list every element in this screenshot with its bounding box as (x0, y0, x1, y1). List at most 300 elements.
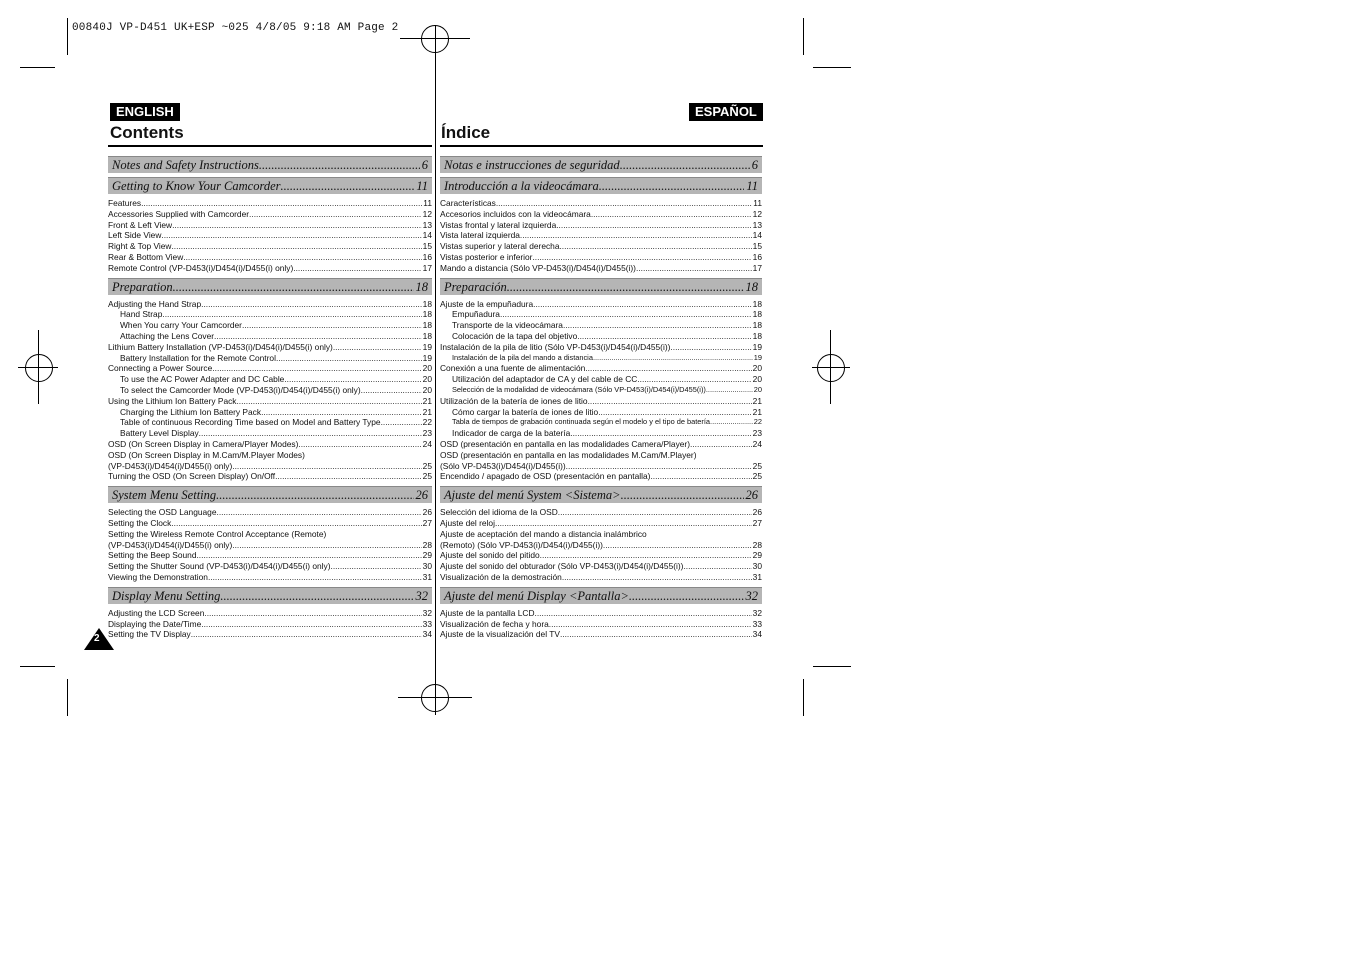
entry-text: Lithium Battery Installation (VP-D453(i)/D454(i)/D455(i) only) (108, 341, 333, 352)
leader-dots (201, 299, 422, 310)
entry-text: Mando a distancia (Sólo VP-D453(i)/D454(i)/D455(i)) (440, 262, 636, 273)
leader-dots (577, 331, 751, 342)
entry-text: Setting the Clock (108, 517, 172, 528)
entry-page: 20 (752, 374, 762, 385)
entry-text: Right & Top View (108, 241, 172, 252)
page-title-contents: Contents (110, 123, 184, 142)
leader-dots (191, 629, 422, 640)
entry-page: 27 (422, 517, 432, 528)
entry-text: Colocación de la tapa del objetivo (452, 330, 578, 341)
toc-entry[interactable] (108, 309, 432, 320)
entry-page: 17 (752, 262, 762, 273)
toc-entry[interactable] (108, 342, 432, 353)
section-page: 18 (745, 279, 758, 294)
title-rule (108, 145, 432, 147)
toc-entry[interactable] (108, 417, 432, 428)
leader-dots (593, 353, 753, 364)
entry-page: 12 (422, 208, 432, 219)
entry-text: (VP-D453(i)/D454(i)/D455(i) only) (108, 460, 233, 471)
entry-text: Viewing the Demonstration (108, 571, 208, 582)
leader-dots (381, 417, 422, 428)
leader-dots (261, 407, 422, 418)
entry-text: Visualización de la demostración (440, 571, 562, 582)
section-items (440, 299, 762, 483)
section-page: 6 (751, 158, 758, 172)
entry-text: Setting the TV Display (108, 629, 191, 640)
crop-mark (813, 666, 851, 667)
entry-text: Conexión a una fuente de alimentación (440, 363, 586, 374)
leader-dots (183, 252, 421, 263)
section-title: Notes and Safety Instructions (112, 158, 259, 172)
toc-entry[interactable] (108, 428, 432, 439)
leader-dots (333, 342, 422, 353)
entry-text: Adjusting the Hand Strap (108, 298, 202, 309)
entry-page: 14 (752, 230, 762, 241)
entry-text: Ajuste del reloj (440, 517, 495, 528)
entry-text: Battery Installation for the Remote Control (120, 352, 276, 363)
toc-entry[interactable] (108, 198, 432, 209)
entry-page: 25 (422, 471, 432, 482)
entry-text: Selección de la modalidad de videocámara (Sólo VP-D453(i)/D454(i)/D455(i)) (452, 384, 706, 394)
section-heading[interactable] (440, 177, 762, 194)
crop-mark (20, 666, 55, 667)
entry-text: Encendido / apagado de OSD (presentación en pantalla) (440, 471, 651, 482)
toc-entry[interactable] (440, 220, 762, 231)
section-heading[interactable] (108, 587, 432, 604)
toc-entry[interactable] (108, 619, 432, 630)
entry-text: Accesorios incluidos con la videocámara (440, 208, 591, 219)
entry-page: 33 (752, 618, 762, 629)
entry-page: 18 (422, 320, 432, 331)
toc-entry[interactable] (440, 417, 762, 428)
entry-text: Empuñadura (452, 309, 500, 320)
toc-entry[interactable] (440, 320, 762, 331)
section-heading[interactable] (108, 156, 432, 173)
toc-entry[interactable] (108, 407, 432, 418)
leader-dots (562, 572, 752, 583)
toc-entry[interactable] (440, 608, 762, 619)
crop-mark (803, 18, 804, 55)
toc-entry[interactable] (108, 471, 432, 482)
leader-dots (331, 561, 422, 572)
leader-dots (173, 279, 414, 295)
toc-entry[interactable] (440, 241, 762, 252)
entry-page: 31 (422, 571, 432, 582)
leader-dots (214, 331, 422, 342)
entry-text: Attaching the Lens Cover (120, 330, 215, 341)
leader-dots (697, 450, 763, 461)
language-badge-spanish: ESPAÑOL (689, 103, 763, 121)
toc-entry[interactable] (108, 629, 432, 640)
entry-text: When You carry Your Camcorder (120, 320, 242, 331)
toc-entry[interactable] (440, 461, 762, 472)
leader-dots (232, 461, 421, 472)
entry-page: 26 (752, 507, 762, 518)
section-title: Preparación (444, 279, 507, 294)
entry-text: Indicador de carga de la batería (452, 428, 571, 439)
leader-dots (242, 320, 422, 331)
leader-dots (171, 518, 421, 529)
toc-entry[interactable] (108, 374, 432, 385)
entry-page: 20 (753, 384, 762, 394)
toc-entry[interactable] (108, 450, 432, 461)
contents-column-spanish (440, 156, 762, 644)
toc-entry[interactable] (108, 230, 432, 241)
leader-dots (204, 608, 421, 619)
leader-dots (620, 157, 750, 173)
entry-page: 21 (752, 406, 762, 417)
leader-dots (284, 374, 421, 385)
toc-entry[interactable] (108, 299, 432, 310)
leader-dots (276, 353, 422, 364)
toc-entry[interactable] (440, 407, 762, 418)
title-rule (440, 145, 763, 147)
section-page: 32 (415, 588, 428, 603)
entry-text: Características (440, 198, 496, 208)
leader-dots (326, 529, 432, 540)
entry-page: 20 (422, 363, 432, 374)
leader-dots (199, 428, 422, 439)
entry-page: 34 (422, 629, 432, 640)
entry-text: Visualización de fecha y hora (440, 618, 549, 629)
entry-page: 32 (752, 607, 762, 618)
toc-entry[interactable] (440, 299, 762, 310)
leader-dots (507, 279, 744, 295)
leader-dots (591, 209, 752, 220)
printer-slug: 00840J VP-D451 UK+ESP ~025 4/8/05 9:18 AM Page 2 (72, 22, 399, 34)
entry-text: Turning the OSD (On Screen Display) On/Off (108, 471, 276, 482)
toc-entry[interactable] (440, 198, 762, 209)
section-heading[interactable] (440, 486, 762, 503)
leader-dots (636, 263, 752, 274)
entry-text: (Sólo VP-D453(i)/D454(i)/D455(i)) (440, 460, 566, 471)
toc-entry[interactable] (440, 529, 762, 540)
entry-text: Left Side View (108, 230, 162, 241)
toc-entry[interactable] (440, 550, 762, 561)
entry-page: 20 (422, 384, 432, 395)
entry-page: 24 (752, 438, 762, 449)
leader-dots (236, 396, 421, 407)
leader-dots (637, 374, 751, 385)
entry-text: Transporte de la videocámara (452, 320, 563, 331)
entry-text: Hand Strap (120, 309, 163, 320)
toc-entry[interactable] (440, 363, 762, 374)
page-title-indice: Índice (441, 123, 491, 142)
toc-entry[interactable] (108, 385, 432, 396)
crop-mark (67, 679, 68, 716)
toc-entry[interactable] (108, 331, 432, 342)
section-page: 26 (415, 488, 428, 503)
leader-dots (500, 309, 752, 320)
leader-dots (670, 342, 751, 353)
leader-dots (566, 461, 752, 472)
leader-dots (496, 198, 752, 209)
entry-page: 22 (753, 417, 762, 427)
crop-mark (20, 67, 55, 68)
section-heading[interactable] (108, 486, 432, 503)
entry-page: 33 (422, 618, 432, 629)
entry-text: Ajuste de aceptación del mando a distancia inalámbrico (440, 528, 647, 539)
entry-text: Vista lateral izquierda (440, 230, 520, 241)
toc-entry[interactable] (108, 209, 432, 220)
entry-page: 30 (422, 561, 432, 572)
entry-page: 18 (422, 330, 432, 341)
section-title: Ajuste del menú Display <Pantalla> (444, 588, 629, 603)
entry-text: Using the Lithium Ion Battery Pack (108, 395, 237, 406)
toc-entry[interactable] (108, 550, 432, 561)
crop-mark (803, 679, 804, 716)
entry-text: Setting the Wireless Remote Control Acceptance (Remote) (108, 528, 327, 539)
leader-dots (563, 320, 752, 331)
toc-entry[interactable] (108, 220, 432, 231)
toc-entry[interactable] (440, 342, 762, 353)
entry-text: Instalación de la pila de litio (Sólo VP-D453(i)/D454(i)/D455(i)) (440, 341, 671, 352)
leader-dots (588, 396, 752, 407)
entry-page: 18 (422, 309, 432, 320)
section-page: 26 (745, 488, 758, 503)
leader-dots (535, 608, 752, 619)
entry-text: Battery Level Display (120, 428, 199, 439)
entry-page: 18 (752, 309, 762, 320)
entry-text: Utilización de la batería de iones de litio (440, 395, 588, 406)
leader-dots (305, 450, 432, 461)
leader-dots (540, 550, 752, 561)
leader-dots (172, 220, 422, 231)
entry-page: 23 (752, 428, 762, 439)
entry-page: 19 (752, 341, 762, 352)
section-heading[interactable] (108, 278, 432, 295)
section-items (440, 507, 762, 583)
leader-dots (559, 241, 751, 252)
entry-text: Tabla de tiempos de grabación continuada según el modelo y el tipo de batería (452, 417, 711, 427)
entry-page: 28 (752, 539, 762, 550)
toc-entry[interactable] (440, 619, 762, 630)
section-items (108, 608, 432, 640)
leader-dots (556, 220, 751, 231)
toc-entry[interactable] (440, 353, 762, 364)
section-page: 11 (746, 179, 758, 193)
entry-page: 25 (422, 460, 432, 471)
entry-page: 17 (422, 262, 432, 273)
leader-dots (141, 198, 422, 209)
leader-dots (647, 529, 762, 540)
section-title: System Menu Setting (112, 488, 217, 503)
toc-entry[interactable] (108, 540, 432, 551)
entry-page: 15 (422, 241, 432, 252)
entry-text: Cómo cargar la batería de iones de litio (452, 406, 599, 417)
leader-dots (216, 487, 413, 503)
page-number: 2 (94, 633, 100, 644)
entry-page: 11 (423, 198, 432, 208)
toc-entry[interactable] (440, 540, 762, 551)
leader-dots (520, 230, 752, 241)
section-page: 32 (745, 588, 758, 603)
toc-entry[interactable] (440, 471, 762, 482)
entry-page: 20 (422, 374, 432, 385)
entry-page: 19 (422, 341, 432, 352)
entry-page: 13 (422, 219, 432, 230)
leader-dots (706, 385, 753, 396)
entry-text: Rear & Bottom View (108, 251, 184, 262)
entry-page: 24 (422, 438, 432, 449)
leader-dots (171, 241, 421, 252)
entry-page: 21 (422, 395, 432, 406)
entry-page: 18 (752, 330, 762, 341)
entry-text: Table of continuous Recording Time based on Model and Battery Type (120, 417, 381, 428)
toc-entry[interactable] (108, 363, 432, 374)
entry-page: 29 (422, 550, 432, 561)
toc-entry[interactable] (440, 450, 762, 461)
toc-entry[interactable] (440, 309, 762, 320)
section-heading[interactable] (440, 278, 762, 295)
toc-entry[interactable] (108, 561, 432, 572)
entry-page: 19 (422, 352, 432, 363)
leader-dots (259, 157, 420, 173)
leader-dots (558, 507, 752, 518)
entry-text: Vistas frontal y lateral izquierda (440, 219, 557, 230)
section-heading[interactable] (440, 156, 762, 173)
entry-text: OSD (presentación en pantalla en las modalidades M.Cam/M.Player) (440, 449, 697, 460)
toc-entry[interactable] (440, 629, 762, 640)
section-items (440, 608, 762, 640)
toc-entry[interactable] (108, 529, 432, 540)
toc-entry[interactable] (108, 396, 432, 407)
entry-text: Setting the Beep Sound (108, 550, 197, 561)
leader-dots (212, 363, 421, 374)
entry-page: 25 (752, 460, 762, 471)
toc-entry[interactable] (440, 561, 762, 572)
entry-text: OSD (presentación en pantalla en las modalidades Camera/Player) (440, 438, 690, 449)
entry-page: 25 (752, 471, 762, 482)
entry-text: Ajuste de la pantalla LCD (440, 607, 535, 618)
toc-entry[interactable] (108, 608, 432, 619)
crop-mark (813, 67, 851, 68)
toc-entry[interactable] (108, 439, 432, 450)
entry-text: Connecting a Power Source (108, 363, 213, 374)
leader-dots (220, 588, 413, 604)
section-items (108, 198, 432, 274)
entry-text: Charging the Lithium Ion Battery Pack (120, 406, 262, 417)
entry-page: 21 (752, 395, 762, 406)
leader-dots (361, 385, 422, 396)
toc-entry[interactable] (108, 263, 432, 274)
entry-text: Accessories Supplied with Camcorder (108, 208, 250, 219)
leader-dots (650, 471, 751, 482)
toc-entry[interactable] (440, 518, 762, 529)
leader-dots (196, 550, 421, 561)
leader-dots (683, 561, 751, 572)
toc-entry[interactable] (108, 461, 432, 472)
entry-text: (VP-D453(i)/D454(i)/D455(i) only) (108, 539, 233, 550)
entry-text: To use the AC Power Adapter and DC Cable (120, 374, 285, 385)
toc-entry[interactable] (440, 230, 762, 241)
leader-dots (201, 619, 421, 630)
entry-page: 18 (752, 298, 762, 309)
entry-page: 21 (422, 406, 432, 417)
section-heading[interactable] (108, 177, 432, 194)
entry-page: 16 (752, 251, 762, 262)
leader-dots (690, 439, 752, 450)
entry-text: Displaying the Date/Time (108, 618, 202, 629)
language-badge-english: ENGLISH (110, 103, 180, 121)
toc-entry[interactable] (440, 507, 762, 518)
entry-page: 32 (422, 607, 432, 618)
fold-line (435, 25, 436, 715)
leader-dots (621, 487, 744, 503)
leader-dots (549, 619, 752, 630)
entry-page: 13 (752, 219, 762, 230)
toc-entry[interactable] (108, 320, 432, 331)
section-page: 18 (415, 279, 428, 294)
toc-entry[interactable] (440, 252, 762, 263)
toc-entry[interactable] (108, 518, 432, 529)
entry-page: 14 (422, 230, 432, 241)
entry-text: To select the Camcorder Mode (VP-D453(i)/D454(i)/D455(i) only) (120, 384, 361, 395)
entry-page: 15 (752, 241, 762, 252)
leader-dots (298, 439, 421, 450)
entry-text: (Remoto) (Sólo VP-D453(i)/D454(i)/D455(i)) (440, 539, 603, 550)
entry-text: OSD (On Screen Display in Camera/Player Modes) (108, 438, 299, 449)
entry-text: Instalación de la pila del mando a distancia (452, 352, 593, 362)
section-title: Introducción a la videocámara (444, 179, 599, 193)
section-title: Display Menu Setting (112, 588, 221, 603)
leader-dots (603, 540, 752, 551)
section-heading[interactable] (440, 587, 762, 604)
leader-dots (560, 629, 752, 640)
leader-dots (208, 572, 422, 583)
entry-page: 23 (422, 428, 432, 439)
section-page: 6 (421, 158, 428, 172)
section-items (440, 198, 762, 274)
entry-text: Adjusting the LCD Screen (108, 607, 205, 618)
entry-page: 20 (752, 363, 762, 374)
section-title: Preparation (112, 279, 173, 294)
entry-text: Utilización del adaptador de CA y del cable de CC (452, 374, 638, 385)
leader-dots (599, 178, 745, 194)
entry-page: 12 (752, 208, 762, 219)
toc-entry[interactable] (108, 252, 432, 263)
leader-dots (281, 178, 415, 194)
entry-page: 19 (753, 352, 762, 362)
leader-dots (598, 407, 751, 418)
toc-entry[interactable] (440, 331, 762, 342)
toc-entry[interactable] (440, 263, 762, 274)
entry-page: 22 (422, 417, 432, 428)
entry-page: 34 (752, 629, 762, 640)
entry-text: OSD (On Screen Display in M.Cam/M.Player Modes) (108, 449, 305, 460)
entry-text: Ajuste del sonido del pitido (440, 550, 540, 561)
toc-entry[interactable] (108, 572, 432, 583)
leader-dots (217, 507, 422, 518)
toc-entry[interactable] (108, 241, 432, 252)
entry-page: 18 (422, 298, 432, 309)
toc-entry[interactable] (108, 507, 432, 518)
toc-entry[interactable] (440, 439, 762, 450)
toc-entry[interactable] (108, 353, 432, 364)
toc-entry[interactable] (440, 374, 762, 385)
toc-entry[interactable] (440, 428, 762, 439)
leader-dots (533, 299, 752, 310)
entry-text: Vistas superior y lateral derecha (440, 241, 560, 252)
entry-page: 28 (422, 539, 432, 550)
toc-entry[interactable] (440, 209, 762, 220)
leader-dots (275, 471, 422, 482)
crop-mark (67, 18, 68, 55)
toc-entry[interactable] (440, 385, 762, 396)
leader-dots (532, 252, 751, 263)
toc-entry[interactable] (440, 396, 762, 407)
toc-entry[interactable] (440, 572, 762, 583)
